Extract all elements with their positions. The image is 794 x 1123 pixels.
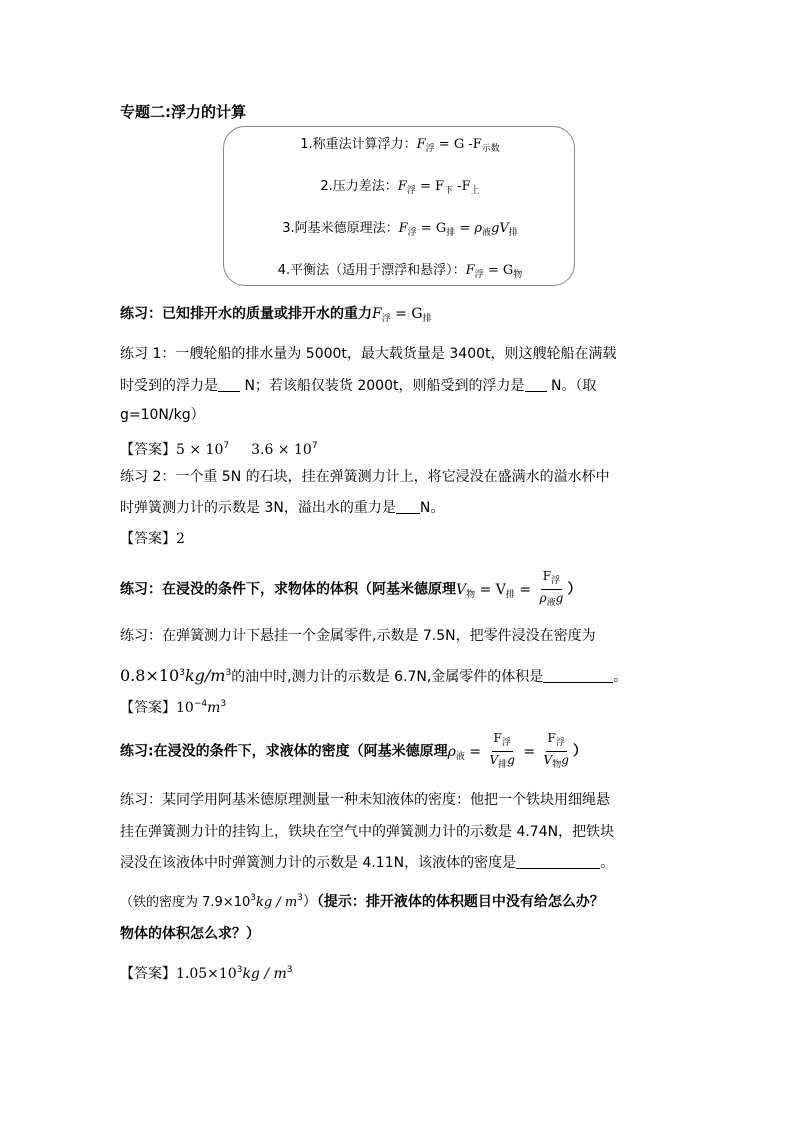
s2-line1: 练习：在弹簧测力计下悬挂一个金属零件,示数是 7.5N，把零件浸没在密度为	[120, 628, 596, 644]
s3-line4: （铁的密度为 $7.9\times 10^3kg / m^3$）（提示：排开液体的体积题目中没有给怎么办？	[120, 893, 604, 910]
hint-text: （提示：排开液体的体积题目中没有给怎么办？	[316, 894, 604, 910]
ex1-answer: 【答案】$5 \times 10^7$ $3.6 \times 10^7$	[120, 441, 318, 458]
ex2-answer: 【答案】2	[120, 531, 185, 547]
volume-fraction: $\frac{F_浮}{\rho_液g}$	[539, 569, 564, 608]
method-2: 2.压力差法：$F_浮 = F_下$ $-F_上$	[320, 179, 480, 196]
s2-answer: 【答案】$10^{-4}m^3$	[120, 699, 227, 716]
ex1-blank-2[interactable]	[525, 377, 547, 392]
section1-heading: 练习：已知排开水的质量或排开水的重力$F_浮 = G_排$	[120, 306, 432, 324]
s3-line3: 浸没在该液体中时弹簧测力计的示数是 4.11N，该液体的密度是 。	[120, 855, 615, 871]
s2-line2: $0.8\times 10^3kg/m^3$的油中时,测力计的示数是 6.7N,金属零件的体积是 。	[120, 666, 628, 685]
ex1-line1: 练习 1：一艘轮船的排水量为 5000t，最大载货量是 3400t，则这艘轮船在满载	[120, 346, 617, 362]
density-fraction-1: $\frac{F_浮}{V_排g}$	[489, 731, 515, 770]
density-fraction-2: $\frac{F_浮}{V_物g}$	[543, 731, 569, 770]
s3-blank[interactable]	[516, 854, 600, 869]
s3-answer: 【答案】$1.05\times 10^3kg / m^3$	[120, 965, 293, 982]
section3-heading: 练习:在浸没的条件下，求液体的密度（阿基米德原理$\rho_液$ = $\frac{F_浮}{V_排g}$ = $\frac{F_浮}{V_物g}$ ）	[120, 730, 680, 777]
method-1: 1.称重法计算浮力：$F_浮 = G$ $-F_{示数}$	[300, 137, 500, 154]
ex2-line1: 练习 2：一个重 5N 的石块，挂在弹簧测力计上，将它浸没在盛满水的溢水杯中	[120, 469, 610, 485]
method-3: 3.阿基米德原理法：$F_浮 = G_排 = \rho_液gV_排$	[282, 221, 518, 238]
ex1-line3: g=10N/kg）	[120, 407, 205, 423]
s3-line2: 挂在弹簧测力计的挂钩上，铁块在空气中的弹簧测力计的示数是 4.74N，把铁块	[120, 824, 615, 840]
page-title: 专题二:浮力的计算	[120, 103, 246, 121]
s3-line1: 练习：某同学用阿基米德原理测量一种未知液体的密度：他把一个铁块用细绳悬	[120, 792, 610, 808]
ex1-blank-1[interactable]	[218, 377, 240, 392]
ex1-line2: 时受到的浮力是 N；若该船仅装货 2000t，则船受到的浮力是 N。（取	[120, 378, 597, 394]
methods-box	[223, 126, 575, 286]
s2-blank[interactable]	[543, 668, 613, 683]
section2-heading: 练习：在浸没的条件下，求物体的体积（阿基米德原理$V_物 = V_排$ = $\frac{F_浮}{\rho_液g}$ ）	[120, 568, 680, 613]
s3-line5: 物体的体积怎么求？）	[120, 926, 260, 942]
ex2-blank[interactable]	[396, 499, 420, 514]
ex2-line2: 时弹簧测力计的示数是 3N，溢出水的重力是 N。	[120, 500, 445, 516]
method-4: 4.平衡法（适用于漂浮和悬浮）：$F_浮 = G_物$	[277, 263, 523, 280]
